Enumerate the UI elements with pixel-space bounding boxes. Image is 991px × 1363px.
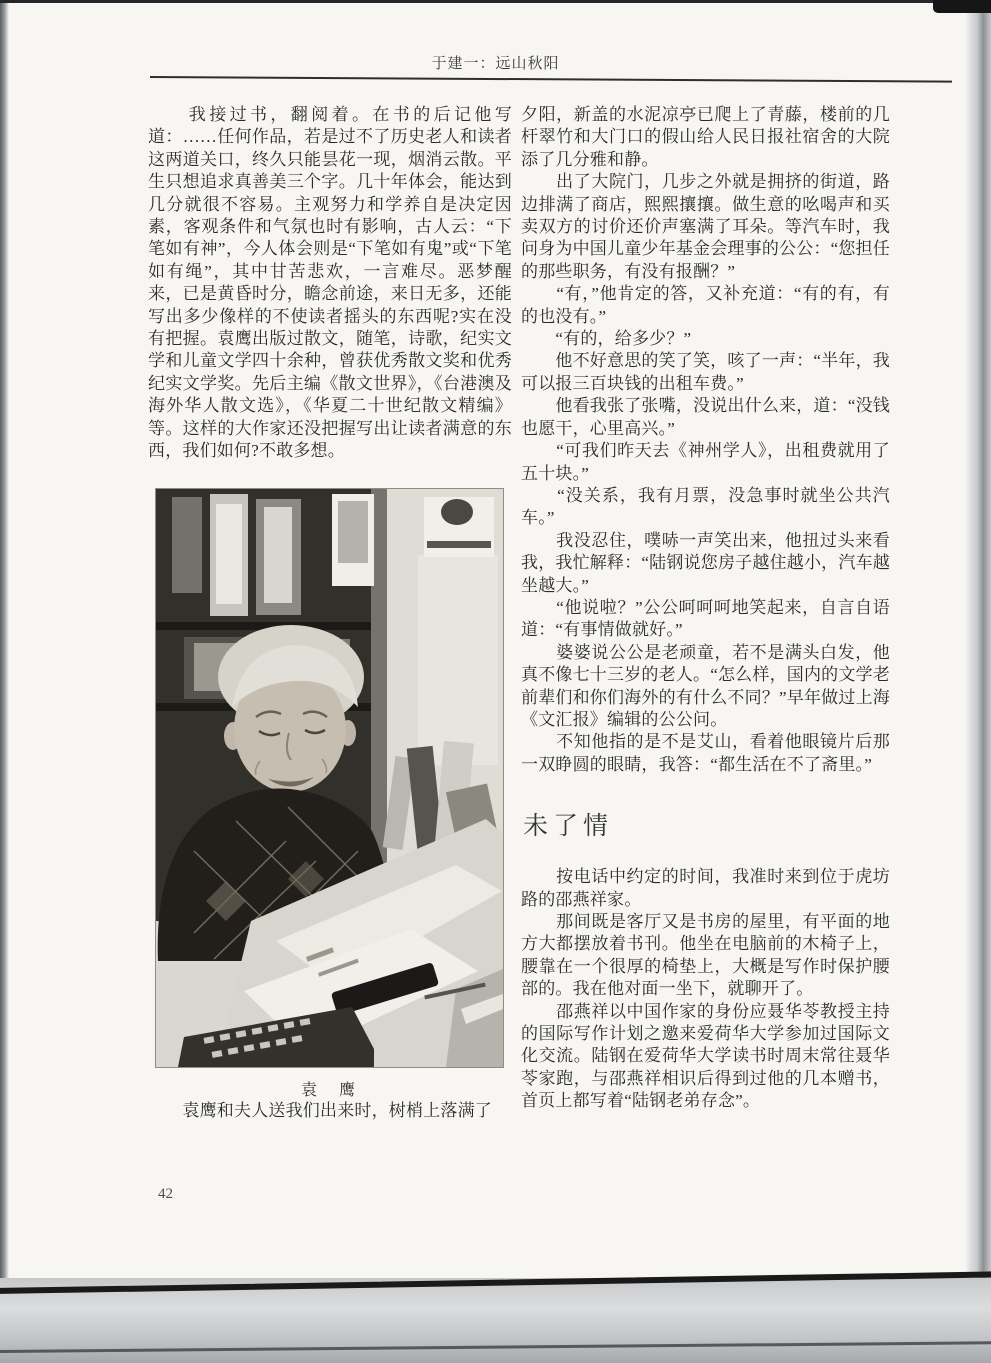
right-column-text-top bbox=[521, 104, 890, 776]
paragraph: 夕阳，新盖的水泥凉亭已爬上了青藤，楼前的几杆翠竹和大门口的假山给人民日报社宿舍的大院添了几分雅和静。 bbox=[521, 105, 890, 169]
photo-image bbox=[156, 489, 503, 1067]
photo-calendar bbox=[424, 497, 494, 557]
section-heading: 未了情 bbox=[523, 813, 614, 841]
right-column-text-bottom bbox=[521, 866, 890, 1112]
page-header-title: 于建一：远山秋阳 bbox=[431, 56, 560, 72]
header-rule bbox=[150, 76, 952, 83]
page-number: 42 bbox=[158, 1186, 173, 1202]
paragraph: “他说啦？”公公呵呵呵地笑起来，自言自语道：“有事情做就好。” bbox=[521, 597, 890, 640]
scan-edge-left bbox=[0, 0, 9, 1363]
paragraph: 按电话中约定的时间，我准时来到位于虎坊路的邵燕祥家。 bbox=[521, 867, 890, 909]
scan-edge-right bbox=[965, 0, 991, 1363]
scan-corner-mark bbox=[933, 0, 991, 13]
paragraph: 婆婆说公公是老顽童，若不是满头白发，他真不像七十三岁的老人。“怎么样，国内的文学老前辈们和你们海外的有什么不同？”早年做过上海《文汇报》编辑的公公问。 bbox=[521, 642, 890, 729]
paragraph: 我接过书，翻阅着。在书的后记他写道：……任何作品，若是过不了历史老人和读者这两道关口，终久只能昙花一现，烟消云散。平生只想追求真善美三个字。几十年体会，能达到几分就很不容易。主观努力和学养自是决定因素，客观条件和气氛也时有影响，古人云：“下笔如有神”，今人体会则是“下笔如有鬼”或“下笔如有绳”，其中甘苦悲欢，一言难尽。恶梦醒来，已是黄昏时分，瞻念前途，来日无多，还能写出多少像样的不使读者摇头的东西呢?实在没有把握。袁鹰出版过散文，随笔，诗歌，纪实文学和儿童文学四十余种，曾获优秀散文奖和优秀纪实文学奖。先后主编《散文世界》，《台港澳及海外华人散文选》，《华夏二十世纪散文精编》等。这样的大作家还没把握写出让读者满意的东西，我们如何?不敢多想。 bbox=[148, 105, 512, 461]
paragraph: “有，”他肯定的答，又补充道：“有的有，有的也没有。” bbox=[521, 284, 890, 326]
scan-edge-top bbox=[0, 0, 991, 3]
photo-yuan-ying bbox=[156, 489, 503, 1100]
paragraph: 我没忍住，噗哧一声笑出来，他扭过头来看我，我忙解释：“陆钢说您房子越住越小，汽车越坐越大。” bbox=[521, 530, 890, 595]
paragraph: “有的，给多少？” bbox=[521, 329, 692, 349]
right-column bbox=[521, 104, 890, 1113]
left-column-text bbox=[148, 104, 512, 463]
left-column bbox=[148, 104, 512, 1122]
caption-continuation: 袁鹰和夫人送我们出来时，树梢上落满了 bbox=[148, 1100, 492, 1120]
paragraph: 他看我张了张嘴，没说出什么来，道：“没钱也愿干，心里高兴。” bbox=[521, 396, 890, 438]
paragraph: “可我们昨天去《神州学人》，出租费就用了五十块。” bbox=[521, 441, 890, 483]
paragraph: 他不好意思的笑了笑，咳了一声：“半年，我可以报三百块钱的出租车费。” bbox=[521, 351, 890, 393]
paragraph: 出了大院门，几步之外就是拥挤的街道，路边排满了商店，熙熙攘攘。做生意的吆喝声和买卖双方的讨价还价声塞满了耳朵。等汽车时，我问身为中国儿童少年基金会理事的公公：“您担任的那些职务，有没有报酬？” bbox=[521, 172, 890, 281]
paragraph: 不知他指的是不是艾山，看着他眼镜片后那一双睁圆的眼睛，我答：“都生活在不了斋里。” bbox=[521, 732, 890, 774]
photo-caption: 袁 鹰 bbox=[300, 1081, 358, 1099]
paragraph: 邵燕祥以中国作家的身份应聂华苓教授主持的国际写作计划之邀来爱荷华大学参加过国际文化交流。陆钢在爱荷华大学读书时周末常往聂华苓家跑，与邵燕祥相识后得到过他的几本赠书，首页上都写着“陆钢老弟存念”。 bbox=[521, 1001, 890, 1111]
paragraph: “没关系，我有月票，没急事时就坐公共汽车。” bbox=[521, 485, 890, 528]
paragraph: 那间既是客厅又是书房的屋里，有平面的地方大都摆放着书刊。他坐在电脑前的木椅子上，腰靠在一个很厚的椅垫上，大概是写作时保护腰部的。我在他对面一坐下，就聊开了。 bbox=[521, 912, 890, 999]
